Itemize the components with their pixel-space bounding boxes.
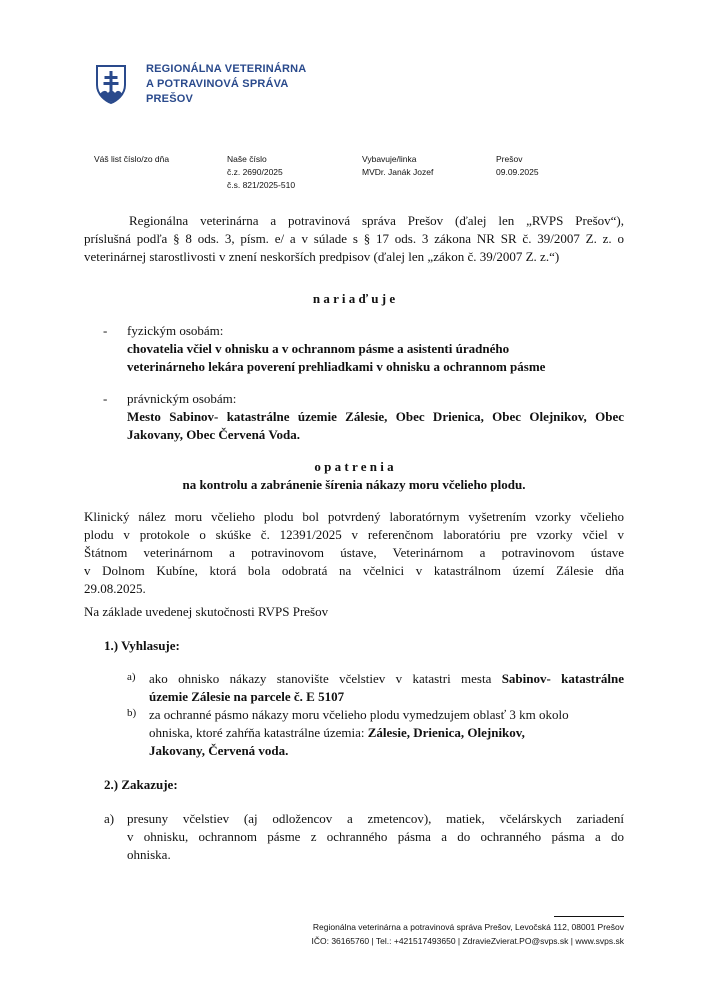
- org-line-3: PREŠOV: [146, 93, 194, 105]
- measures-heading: o p a t r e n i a: [314, 459, 394, 474]
- finding-line-2: plodu v protokole o skúške č. 12391/2025 v referenčnom laboratóriu pre vzorky včiel v: [84, 527, 624, 542]
- section-1-item-a-text: ako ohnisko nákazy stanovište včelstiev v katastri mesta: [149, 671, 502, 686]
- section-2-item-a-line-3: ohniska.: [127, 847, 171, 862]
- meta-handled-by-label: Vybavuje/linka: [362, 154, 417, 164]
- section-2-item-a-line-2: v ohnisku, ochrannom pásme z ochranného pásma a do ochranného pásma a do: [127, 829, 624, 844]
- section-2-item-a-marker: a): [104, 811, 115, 826]
- meta-your-letter: [94, 153, 169, 166]
- intro-line-3: veterinárnej starostlivosti v znení neskorších predpisov (ďalej len „zákon č. 39/2007 Z. z.“): [84, 249, 560, 264]
- org-line-2: A POTRAVINOVÁ SPRÁVA: [146, 78, 289, 90]
- section-1-item-a-bold: Sabinov- katastrálne: [501, 671, 624, 686]
- meta-place-date: [496, 153, 539, 179]
- section-1-item-b-marker: b): [127, 707, 137, 719]
- legal-persons-label: právnickým osobám:: [127, 391, 237, 406]
- organization-name: [146, 62, 306, 107]
- nariaduje-heading: n a r i a ď u j e: [312, 291, 396, 306]
- meta-handled-by-value: MVDr. Janák Jozef: [362, 167, 434, 177]
- natural-persons-line-2: veterinárneho lekára poverení prehliadkami v ohnisku a ochrannom pásme: [127, 359, 546, 374]
- section-1-heading: 1.) Vyhlasuje:: [104, 638, 180, 653]
- section-1-item-a-marker: a): [127, 671, 136, 683]
- meta-cs-number: č.s. 821/2025-510: [227, 180, 296, 190]
- meta-our-number: [227, 153, 295, 192]
- section-1-item-a-line-2: územie Zálesie na parcele č. E 5107: [149, 689, 345, 704]
- meta-cz-number: č.z. 2690/2025: [227, 167, 283, 177]
- finding-line-3: Štátnom veterinárnom a potravinovom ústave, Veterinárnom a potravinovom ústave: [84, 545, 624, 560]
- footer-contacts: IČO: 36165760 | Tel.: +421517493650 | ZdravieZvierat.PO@svps.sk | www.svps.sk: [311, 936, 624, 946]
- natural-persons-line-1: chovatelia včiel v ohnisku a v ochrannom pásme a asistenti úradného: [127, 341, 510, 356]
- intro-line-2: príslušná podľa § 8 ods. 3, písm. e/ a v súlade s § 17 ods. 3 zákona NR SR č. 39/2007 Z. z. o: [84, 231, 624, 246]
- slovak-coat-of-arms-logo: [94, 63, 128, 105]
- section-1-item-b-text: ohniska, ktoré zahŕňa katastrálne územia:: [149, 725, 368, 740]
- meta-our-number-label: Naše číslo: [227, 154, 267, 164]
- meta-your-letter-label: Váš list číslo/zo dňa: [94, 154, 170, 164]
- section-1-item-b-line-3: Jakovany, Červená voda.: [149, 743, 289, 758]
- section-1-item-b-line-2: [149, 724, 624, 742]
- section-1-item-a-line-1: [149, 670, 624, 688]
- section-2-heading: 2.) Zakazuje:: [104, 777, 178, 792]
- legal-persons-line-1: Mesto Sabinov- katastrálne územie Zálesie, Obec Drienica, Obec Olejnikov, Obec: [127, 409, 624, 424]
- dash-bullet: -: [103, 323, 108, 338]
- footer-address: Regionálna veterinárna a potravinová správa Prešov, Levočská 112, 08001 Prešov: [312, 922, 624, 932]
- basis-text: Na základe uvedenej skutočnosti RVPS Prešov: [84, 604, 329, 619]
- section-1-item-b-line-1: za ochranné pásmo nákazy moru včelieho plodu vymedzujem oblasť 3 km okolo: [149, 707, 569, 722]
- finding-line-4: v Dolnom Kubíne, ktorá bola odobratá na včelnici v katastrálnom území Zálesie dňa: [84, 563, 624, 578]
- measures-subtitle: na kontrolu a zabránenie šírenia nákazy moru včelieho plodu.: [182, 477, 526, 492]
- finding-line-1: Klinický nález moru včelieho plodu bol potvrdený laboratórnym vyšetrením vzorky včelieho: [84, 509, 624, 524]
- section-2-item-a-line-1: presuny včelstiev (aj odložencov a zmetencov), matiek, včelárskych zariadení: [127, 811, 624, 826]
- finding-line-5: 29.08.2025.: [84, 581, 146, 596]
- dash-bullet: -: [103, 391, 108, 406]
- legal-persons-line-2: Jakovany, Obec Červená Voda.: [127, 427, 300, 442]
- meta-date: 09.09.2025: [496, 167, 539, 177]
- meta-handled-by: [362, 153, 433, 179]
- meta-place: Prešov: [496, 154, 523, 164]
- natural-persons-label: fyzickým osobám:: [127, 323, 224, 338]
- footer-divider: [554, 916, 624, 917]
- intro-line-1: Regionálna veterinárna a potravinová správa Prešov (ďalej len „RVPS Prešov“),: [129, 213, 624, 228]
- org-line-1: REGIONÁLNA VETERINÁRNA: [146, 63, 307, 75]
- section-1-item-b-bold: Zálesie, Drienica, Olejnikov,: [367, 725, 525, 740]
